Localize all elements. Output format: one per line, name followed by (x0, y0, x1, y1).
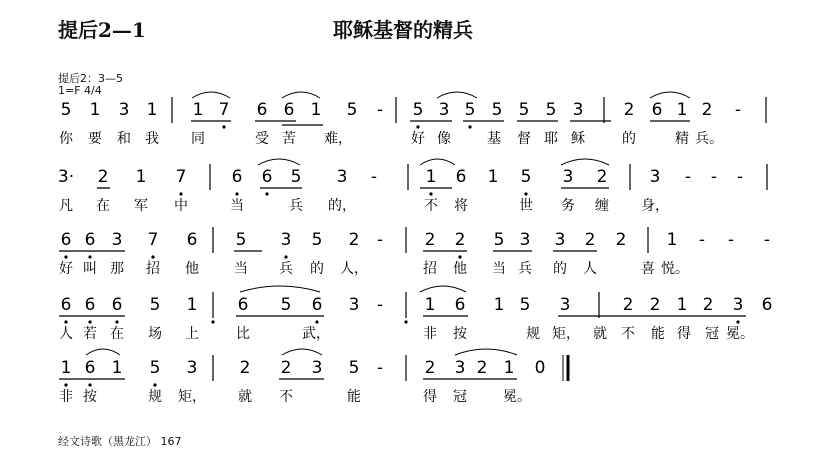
lyric-char: 上 (185, 326, 199, 342)
score-note: 7 (218, 100, 230, 120)
lyric-char: 军 (134, 198, 148, 214)
lyric-char: 世 (519, 198, 533, 214)
score-note: - (736, 167, 744, 187)
octave-dot (404, 320, 407, 323)
score-note: - (376, 100, 384, 120)
lyric-char: 冠 (453, 389, 467, 405)
lyric-char: 不 (279, 389, 293, 405)
score-note: 5 (520, 167, 532, 187)
octave-dot (115, 320, 118, 323)
lyric-char: 兵 (518, 261, 532, 277)
lyric-char: 和 (117, 131, 131, 147)
score-note: 6 (261, 167, 273, 187)
slur-arc (282, 349, 322, 355)
lyric-char: 若 (83, 326, 97, 342)
score-note: 6 (111, 295, 123, 315)
score-note: 2 (622, 295, 634, 315)
score-note: - (376, 358, 384, 378)
octave-dot (315, 320, 318, 323)
slur-arc (420, 286, 466, 292)
score-note: 5 (545, 100, 557, 120)
lyric-char: 能 (651, 326, 665, 342)
lyric-char: 他 (453, 261, 467, 277)
score-note: 2 (348, 230, 360, 250)
lyric-char: 叫 (83, 261, 97, 277)
octave-dot (468, 125, 471, 128)
score-note: 6 (231, 167, 243, 187)
score-note: 2 (584, 230, 596, 250)
lyric-char: 好 (411, 131, 425, 147)
score-note: 3 (454, 358, 466, 378)
octave-dot (88, 255, 91, 258)
octave-dot (64, 383, 67, 386)
score-note: - (698, 230, 706, 250)
score-note: - (370, 167, 378, 187)
score-note: 2 (424, 230, 436, 250)
score-note: 0 (534, 358, 546, 378)
score-note: 1 (493, 295, 505, 315)
lyric-char: 人 (583, 261, 597, 277)
lyric-char: 招 (146, 261, 160, 277)
score-note: 5 (280, 295, 292, 315)
lyric-char: 当 (234, 261, 248, 277)
score-note: 5 (346, 100, 358, 120)
lyric-char: 精 (675, 131, 689, 147)
score-note: 6 (237, 295, 249, 315)
score-note: 3 (438, 100, 450, 120)
score-note: 2 (701, 100, 713, 120)
octave-dot (458, 255, 461, 258)
lyric-char: 中 (174, 198, 188, 214)
lyric-char: 督 (517, 131, 531, 147)
score-note: 5 (348, 358, 360, 378)
score-note: 1 (135, 167, 147, 187)
score-note: 3 (554, 230, 566, 250)
score-note: 3 (562, 167, 574, 187)
score-note: 1 (60, 358, 72, 378)
octave-dot (416, 125, 419, 128)
song-number: 提后2—1 (58, 18, 146, 42)
score-note: - (376, 295, 384, 315)
score-note: 1 (89, 100, 101, 120)
lyric-char: 你 (59, 131, 73, 147)
score-note: 3 (186, 358, 198, 378)
score-note: 1 (487, 167, 499, 187)
score-note: 1 (424, 295, 436, 315)
slur-arc (86, 349, 120, 355)
score-note: - (763, 230, 771, 250)
score-note: 6 (84, 230, 96, 250)
lyric-char: 规 (148, 389, 162, 405)
lyric-char: 规 (526, 326, 540, 342)
scripture-reference: 提后2：3—5 (58, 72, 123, 85)
slur-arc (650, 92, 690, 98)
lyric-char: 耶 (544, 131, 558, 147)
lyric-char: 苦 (282, 131, 296, 147)
lyric-char: 的， (328, 198, 356, 214)
lyric-char: 受 (255, 131, 269, 147)
slur-arc (561, 159, 609, 165)
lyric-char: 得 (677, 326, 691, 342)
score-note: 1 (676, 295, 688, 315)
lyric-char: 兵。 (695, 131, 723, 147)
score-note: 5 (518, 100, 530, 120)
score-note: 6 (761, 295, 773, 315)
slur-arc (258, 159, 300, 165)
score-note: 5 (290, 167, 302, 187)
lyric-char: 矩， (178, 389, 206, 405)
lyric-char: 武， (302, 326, 330, 342)
octave-dot (151, 255, 154, 258)
lyric-char: 我 (145, 131, 159, 147)
score-note: 2 (596, 167, 608, 187)
score-note: 5 (519, 295, 531, 315)
lyric-char: 能 (347, 389, 361, 405)
lyric-char: 就 (593, 326, 607, 342)
octave-dot (284, 255, 287, 258)
octave-dot (222, 125, 225, 128)
lyric-char: 按 (83, 389, 97, 405)
slur-arc (192, 92, 230, 98)
score-note: 3· (57, 167, 75, 187)
lyric-char: 冕。 (503, 389, 531, 405)
score-note: 5 (149, 358, 161, 378)
octave-dot (524, 192, 527, 195)
lyric-char: 凡 (59, 198, 73, 214)
lyric-char: 不 (424, 198, 438, 214)
lyric-char: 得 (423, 389, 437, 405)
score-note: 1 (186, 295, 198, 315)
lyric-char: 那 (110, 261, 124, 277)
score-note: 3 (348, 295, 360, 315)
lyric-char: 缠 (595, 198, 609, 214)
score-note: 5 (464, 100, 476, 120)
footer-source: 经文诗歌（黑龙江） 167 (58, 435, 182, 448)
score-note: 1 (146, 100, 158, 120)
score-note: 1 (425, 167, 437, 187)
score-note: 2 (239, 358, 251, 378)
score-note: 2 (702, 295, 714, 315)
score-note: 5 (491, 100, 503, 120)
score-note: 6 (455, 167, 467, 187)
score-note: 3 (118, 100, 130, 120)
score-note: 6 (256, 100, 268, 120)
score-note: 3 (280, 230, 292, 250)
score-note: 3 (311, 358, 323, 378)
lyric-char: 要 (88, 131, 102, 147)
score-note: - (710, 167, 718, 187)
score-note: 2 (280, 358, 292, 378)
lyric-char: 好 (59, 261, 73, 277)
score-note: 1 (111, 358, 123, 378)
score-note: 3 (649, 167, 661, 187)
score-note: 6 (311, 295, 323, 315)
lyric-char: 像 (437, 131, 451, 147)
slur-arc (420, 159, 455, 165)
score-note: - (727, 230, 735, 250)
score-note: 2 (454, 230, 466, 250)
octave-dot (211, 320, 214, 323)
score-note: 5 (493, 230, 505, 250)
score-note: 6 (60, 295, 72, 315)
octave-dot (153, 383, 156, 386)
score-note: 5 (412, 100, 424, 120)
score-note: 3 (336, 167, 348, 187)
octave-dot (736, 320, 739, 323)
score-note: 2 (424, 358, 436, 378)
lyric-char: 当 (230, 198, 244, 214)
lyric-char: 将 (454, 198, 468, 214)
slur-arc (282, 92, 320, 98)
lyric-char: 不 (621, 326, 635, 342)
lyric-char: 基 (487, 131, 501, 147)
score-note: 6 (651, 100, 663, 120)
lyric-char: 悦。 (661, 261, 689, 277)
score-note: 1 (192, 100, 204, 120)
lyric-char: 在 (96, 198, 110, 214)
lyric-char: 矩， (552, 326, 580, 342)
score-note: 5 (60, 100, 72, 120)
lyric-char: 冕。 (726, 326, 754, 342)
lyric-char: 兵 (289, 198, 303, 214)
score-note: 1 (666, 230, 678, 250)
lyric-char: 的 (622, 131, 636, 147)
slur-arc (437, 92, 477, 98)
lyric-char: 兵 (279, 261, 293, 277)
score-note: 6 (84, 358, 96, 378)
lyric-char: 场 (148, 326, 162, 342)
score-note: 5 (235, 230, 247, 250)
score-note: 6 (283, 100, 295, 120)
lyric-char: 人 (59, 326, 73, 342)
score-note: 1 (503, 358, 515, 378)
score-note: - (684, 167, 692, 187)
score-note: 2 (623, 100, 635, 120)
score-note: - (734, 100, 742, 120)
octave-dot (235, 192, 238, 195)
lyric-char: 非 (59, 389, 73, 405)
score-note: 7 (147, 230, 159, 250)
lyric-char: 招 (423, 261, 437, 277)
lyric-char: 当 (492, 261, 506, 277)
score-note: 3 (519, 230, 531, 250)
score-note: 2 (615, 230, 627, 250)
octave-dot (88, 383, 91, 386)
lyric-char: 身， (641, 198, 669, 214)
lyric-char: 比 (236, 326, 250, 342)
lyric-char: 在 (110, 326, 124, 342)
lyric-char: 他 (185, 261, 199, 277)
lyric-char: 非 (423, 326, 437, 342)
lyric-char: 就 (238, 389, 252, 405)
octave-dot (429, 192, 432, 195)
score-note: 3 (111, 230, 123, 250)
score-note: 2 (649, 295, 661, 315)
lyric-char: 稣 (571, 131, 585, 147)
lyric-char: 喜 (641, 261, 655, 277)
octave-dot (64, 320, 67, 323)
octave-dot (64, 255, 67, 258)
octave-dot (179, 192, 182, 195)
score-note: 2 (476, 358, 488, 378)
slur-arc (455, 349, 517, 355)
score-note: 7 (175, 167, 187, 187)
lyric-char: 按 (453, 326, 467, 342)
octave-dot (88, 320, 91, 323)
lyric-char: 的 (310, 261, 324, 277)
score-note: 2 (97, 167, 109, 187)
lyric-char: 冠 (705, 326, 719, 342)
song-title: 耶稣基督的精兵 (333, 18, 473, 42)
score-note: 3 (559, 295, 571, 315)
lyric-char: 难， (324, 131, 352, 147)
score-note: 5 (149, 295, 161, 315)
score-note: 6 (84, 295, 96, 315)
score-note: 5 (311, 230, 323, 250)
lyric-char: 的 (553, 261, 567, 277)
slur-arc (240, 286, 320, 292)
score-note: 6 (454, 295, 466, 315)
score-note: 1 (676, 100, 688, 120)
lyric-char: 同 (191, 131, 205, 147)
score-note: - (376, 230, 384, 250)
score-note: 6 (60, 230, 72, 250)
score-note: 3 (732, 295, 744, 315)
lyric-char: 人， (340, 261, 368, 277)
octave-dot (265, 192, 268, 195)
score-note: 3 (572, 100, 584, 120)
score-note: 6 (186, 230, 198, 250)
lyric-char: 务 (561, 198, 575, 214)
score-note: 1 (310, 100, 322, 120)
key-signature: 1=F 4/4 (58, 84, 102, 97)
